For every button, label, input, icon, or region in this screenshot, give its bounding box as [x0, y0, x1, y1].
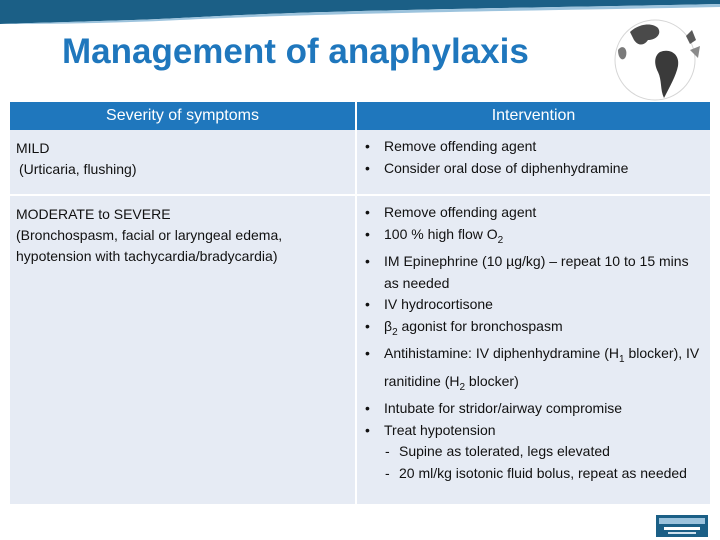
intervention-cell-mild — [356, 130, 710, 195]
logo-icon — [656, 515, 708, 537]
severity-detail: (Bronchospasm, facial or laryngeal edema, hypotension with tachycardia/bradycardia) — [16, 227, 283, 264]
list-item: • Remove offending agent — [365, 202, 704, 224]
intervention-list — [365, 136, 704, 179]
list-item: • IM Epinephrine (10 µg/kg) – repeat 10 to 15 mins as needed — [365, 252, 689, 291]
dash-icon: - — [385, 443, 390, 460]
list-item: • Consider oral dose of diphenhydramine — [365, 158, 704, 180]
list-item: • $\beta_2$ agonist for bronchospasm — [365, 317, 563, 338]
sub-list-item: - Supine as tolerated, legs elevated — [365, 441, 704, 463]
management-table — [10, 102, 710, 506]
list-item: • Antihistamine: IV diphenhydramine ($H_1$ blocker), IV ranitidine ($H_2$ blocker) — [365, 345, 700, 393]
severity-detail: (Urticaria, flushing) — [19, 161, 137, 177]
severity-title: MODERATE to SEVERE — [16, 206, 171, 222]
bullet-icon: • — [365, 138, 370, 154]
dash-icon: - — [385, 464, 390, 481]
list-item: • Remove offending agent — [365, 136, 704, 158]
bullet-icon: • — [365, 399, 370, 416]
table-row-mild — [10, 130, 710, 195]
header-intervention: Intervention — [356, 102, 710, 130]
list-item: • IV hydrocortisone — [365, 294, 704, 316]
intervention-cell-moderate-severe — [356, 195, 710, 505]
bullet-icon: • — [365, 159, 370, 176]
sub-list-item: - 20 ml/kg isotonic fluid bolus, repeat as needed — [365, 463, 704, 485]
intervention-list — [365, 202, 704, 441]
header-severity: Severity of symptoms — [10, 102, 356, 130]
bullet-icon: • — [365, 421, 370, 438]
severity-cell-mild — [10, 130, 356, 195]
list-item: • 100 % high flow $O_2$ — [365, 225, 504, 246]
bullet-icon: • — [365, 204, 370, 220]
bullet-icon: • — [365, 225, 370, 242]
bullet-icon: • — [365, 252, 370, 269]
bullet-icon: • — [365, 317, 370, 334]
list-item: • Treat hypotension — [365, 420, 704, 442]
table-header-row — [10, 102, 710, 130]
globe-icon — [600, 10, 710, 105]
page-title: Management of anaphylaxis — [62, 32, 529, 71]
list-item: • Intubate for stridor/airway compromise — [365, 398, 704, 420]
table-row-moderate-severe — [10, 195, 710, 505]
severity-cell-moderate-severe — [10, 195, 356, 505]
bullet-icon: • — [365, 345, 370, 362]
bullet-icon: • — [365, 296, 370, 313]
severity-title: MILD — [16, 140, 50, 156]
